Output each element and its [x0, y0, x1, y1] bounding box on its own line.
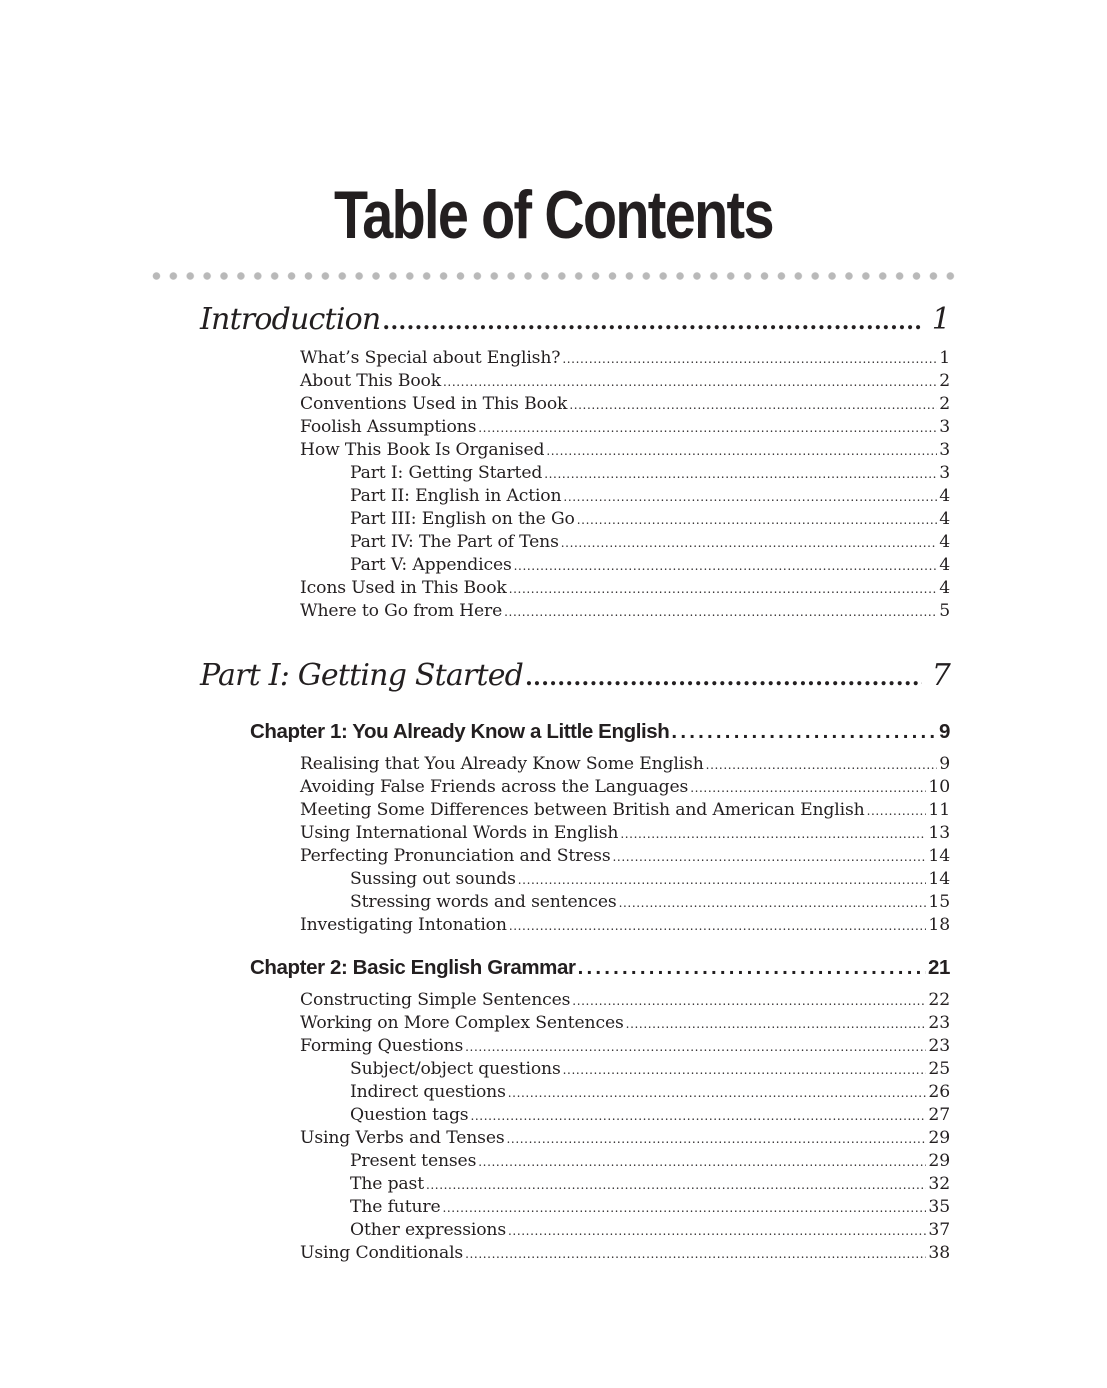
toc-entry[interactable] [300, 577, 950, 600]
toc-subentry[interactable] [350, 891, 950, 914]
chapter-title: Chapter 1: You Already Know a Little English [250, 720, 670, 743]
dot-leader [867, 800, 927, 823]
dot-leader [426, 1174, 926, 1197]
entry-label: The past [350, 1174, 424, 1194]
entry-label: Working on More Complex Sentences [300, 1013, 624, 1033]
toc-subentry[interactable] [350, 1173, 950, 1196]
dot-leader [572, 990, 926, 1013]
toc-entry[interactable] [300, 393, 950, 416]
toc-subentry[interactable] [350, 1196, 950, 1219]
entry-label: Part I: Getting Started [350, 463, 543, 483]
dot-leader [563, 1059, 927, 1082]
entry-label: Realising that You Already Know Some English [300, 754, 704, 774]
entry-label: Using International Words in English [300, 823, 619, 843]
toc-chapter-2[interactable] [250, 954, 950, 982]
dot-leader [509, 915, 927, 938]
dot-leader [706, 754, 938, 777]
page-number: 5 [939, 601, 950, 621]
dot-leader [690, 777, 926, 800]
page-number: 14 [928, 869, 950, 889]
page-number: 21 [927, 956, 950, 979]
dot-leader [470, 1105, 926, 1128]
toc-subentry[interactable] [350, 462, 950, 485]
dot-leader [443, 371, 937, 394]
dot-leader [578, 954, 926, 982]
dot-leader [525, 658, 922, 698]
entry-label: Part II: English in Action [350, 486, 562, 506]
dot-leader [671, 718, 937, 746]
entry-label: Meeting Some Differences between British and American English [300, 800, 865, 820]
entry-label: About This Book [300, 371, 442, 391]
page-number: 29 [928, 1151, 950, 1171]
toc-entry[interactable] [300, 845, 950, 868]
toc-subentry[interactable] [350, 1081, 950, 1104]
dot-leader [518, 869, 927, 892]
entry-label: Investigating Intonation [300, 915, 507, 935]
page-number: 7 [931, 658, 950, 693]
page-number: 10 [928, 777, 950, 797]
page-number: 2 [939, 394, 950, 414]
page-number: 32 [928, 1174, 950, 1194]
page-number: 13 [928, 823, 950, 843]
toc-entry[interactable] [300, 753, 950, 776]
dot-leader [626, 1013, 927, 1036]
dot-leader [478, 1151, 926, 1174]
page-number: 3 [939, 463, 950, 483]
page-number: 23 [928, 1013, 950, 1033]
part-title: Part I: Getting Started [200, 658, 524, 693]
page-number: 15 [928, 892, 950, 912]
dot-leader [620, 823, 926, 846]
page-number: 22 [928, 990, 950, 1010]
toc-subentry[interactable] [350, 1150, 950, 1173]
toc-entry[interactable] [300, 347, 950, 370]
toc-entry[interactable] [300, 370, 950, 393]
dot-leader [478, 417, 937, 440]
page-number: 4 [939, 555, 950, 575]
page-number: 4 [939, 486, 950, 506]
toc-entry[interactable] [300, 1127, 950, 1150]
page-number: 1 [939, 348, 950, 368]
dot-leader [514, 555, 938, 578]
toc-subentry[interactable] [350, 554, 950, 577]
page-number: 26 [928, 1082, 950, 1102]
toc-entry[interactable] [300, 1035, 950, 1058]
page-number: 4 [939, 578, 950, 598]
toc-entry[interactable] [300, 822, 950, 845]
page-number: 2 [939, 371, 950, 391]
entry-label: Other expressions [350, 1220, 506, 1240]
page-number: 1 [931, 302, 950, 337]
toc-subentry[interactable] [350, 1104, 950, 1127]
entry-label: Avoiding False Friends across the Languages [300, 777, 689, 797]
dot-leader [569, 394, 937, 417]
toc-subentry[interactable] [350, 1058, 950, 1081]
dot-leader [509, 578, 938, 601]
page-number: 23 [928, 1036, 950, 1056]
toc-subentry[interactable] [350, 485, 950, 508]
page-number: 35 [928, 1197, 950, 1217]
toc-entry[interactable] [300, 439, 950, 462]
toc-subentry[interactable] [350, 868, 950, 891]
toc-subentry[interactable] [350, 508, 950, 531]
dot-leader [619, 892, 927, 915]
toc-subentry[interactable] [350, 531, 950, 554]
dot-leader [507, 1128, 927, 1151]
page-number: 37 [928, 1220, 950, 1240]
dot-leader [546, 440, 937, 463]
toc-entry[interactable] [300, 914, 950, 937]
entry-label: Sussing out sounds [350, 869, 516, 889]
page-number: 11 [928, 800, 950, 820]
page-number: 38 [928, 1243, 950, 1263]
entry-label: Constructing Simple Sentences [300, 990, 571, 1010]
entry-label: Part IV: The Part of Tens [350, 532, 559, 552]
dot-leader [504, 601, 937, 624]
dot-leader [561, 532, 937, 555]
entry-label: Icons Used in This Book [300, 578, 507, 598]
page-number: 9 [939, 754, 950, 774]
entry-label: Using Verbs and Tenses [300, 1128, 505, 1148]
dot-leader [577, 509, 937, 532]
toc-entry[interactable] [300, 1242, 950, 1265]
entry-label: Stressing words and sentences [350, 892, 617, 912]
toc-part-1[interactable] [200, 656, 950, 696]
dot-leader [562, 348, 937, 371]
entry-label: Foolish Assumptions [300, 417, 477, 437]
toc-entry[interactable] [300, 1012, 950, 1035]
page-number: 27 [928, 1105, 950, 1125]
page-number: 14 [928, 846, 950, 866]
dot-leader [465, 1036, 926, 1059]
entry-label: Conventions Used in This Book [300, 394, 568, 414]
page-number: 3 [939, 440, 950, 460]
entry-label: Where to Go from Here [300, 601, 503, 621]
entry-label: Part V: Appendices [350, 555, 512, 575]
entry-label: The future [350, 1197, 441, 1217]
toc-chapter-1[interactable] [250, 718, 950, 746]
dotted-divider [148, 271, 960, 281]
entry-label: Indirect questions [350, 1082, 506, 1102]
page-number: 25 [928, 1059, 950, 1079]
dot-leader [563, 486, 937, 509]
entry-label: Question tags [350, 1105, 469, 1125]
entry-label: What’s Special about English? [300, 348, 561, 368]
toc-entry[interactable] [300, 799, 950, 822]
page-number: 29 [928, 1128, 950, 1148]
page-number: 4 [939, 532, 950, 552]
dot-leader [613, 846, 927, 869]
toc-entry[interactable] [300, 989, 950, 1012]
part-title: Introduction [200, 302, 381, 337]
page-number: 9 [938, 720, 950, 743]
toc-entry[interactable] [300, 600, 950, 623]
toc-entry[interactable] [300, 416, 950, 439]
dot-leader [382, 302, 921, 342]
dot-leader [508, 1082, 927, 1105]
entry-label: How This Book Is Organised [300, 440, 545, 460]
entry-label: Present tenses [350, 1151, 477, 1171]
entry-label: Perfecting Pronunciation and Stress [300, 846, 611, 866]
dot-leader [544, 463, 937, 486]
chapter-title: Chapter 2: Basic English Grammar [250, 956, 576, 979]
toc-entry[interactable] [300, 776, 950, 799]
entry-label: Part III: English on the Go [350, 509, 575, 529]
page-title: Table of Contents [333, 177, 773, 253]
toc-part-introduction[interactable] [200, 300, 950, 340]
entry-label: Forming Questions [300, 1036, 464, 1056]
page-number: 3 [939, 417, 950, 437]
dot-leader [465, 1243, 926, 1266]
entry-label: Subject/object questions [350, 1059, 561, 1079]
toc-subentry[interactable] [350, 1219, 950, 1242]
page-number: 4 [939, 509, 950, 529]
dot-leader [508, 1220, 926, 1243]
page-number: 18 [928, 915, 950, 935]
dot-leader [442, 1197, 926, 1220]
entry-label: Using Conditionals [300, 1243, 464, 1263]
